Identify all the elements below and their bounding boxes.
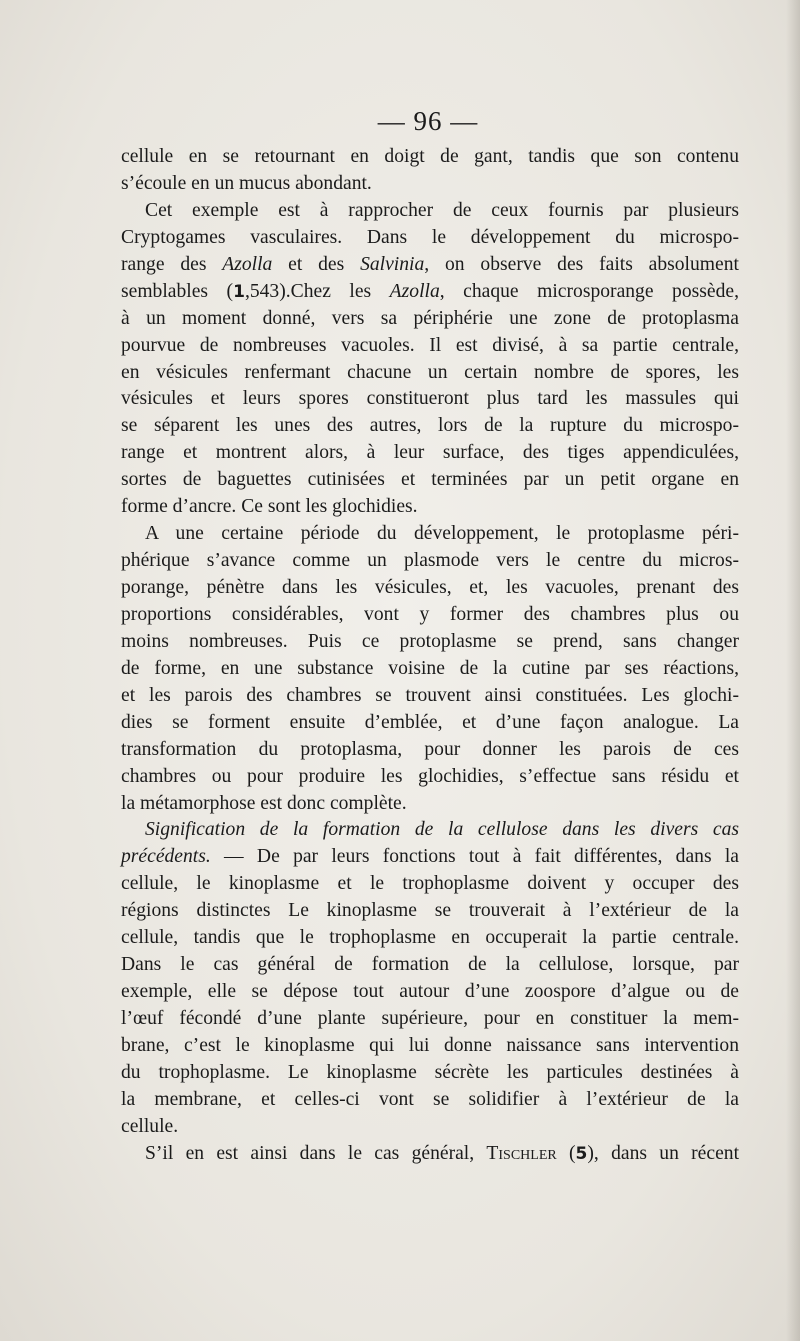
text-span: se séparent les unes des autres, lors de la rupture du microspo- bbox=[121, 415, 739, 437]
text-line bbox=[121, 360, 739, 387]
text-line bbox=[121, 1114, 739, 1141]
text-span: cellule, le kinoplasme et le trophoplasme doivent y occuper des bbox=[121, 873, 739, 895]
text-span: à un moment donné, vers sa périphérie une zone de protoplasma bbox=[121, 307, 739, 329]
text-span: régions distinctes Le kinoplasme se trouverait à l’extérieur de la bbox=[121, 900, 739, 922]
text-span: cellule, tandis que le trophoplasme en occuperait la partie centrale. bbox=[121, 927, 739, 949]
text-line bbox=[121, 1087, 739, 1114]
text-span: et des bbox=[272, 253, 361, 275]
text-line bbox=[121, 925, 739, 952]
text-span: Dans le cas général de formation de la cellulose, lorsque, par bbox=[121, 954, 739, 976]
text-span: Cryptogames vasculaires. Dans le développement du microspo- bbox=[121, 226, 739, 248]
bold-reference: 5 bbox=[575, 1143, 588, 1164]
page-number: — 96 — bbox=[377, 106, 479, 136]
text-span: et les parois des chambres se trouvent ainsi constituées. Les glochi- bbox=[121, 684, 739, 706]
text-line bbox=[121, 979, 739, 1006]
text-span: — De par leurs fonctions tout à fait différentes, dans la bbox=[210, 846, 739, 868]
text-span: cellule en se retournant en doigt de gant, tandis que son contenu bbox=[121, 146, 739, 167]
text-line bbox=[121, 952, 739, 979]
text-span: ,543).Chez les bbox=[244, 280, 390, 302]
text-span: de forme, en une substance voisine de la cutine par ses réactions, bbox=[121, 657, 739, 679]
bold-reference: 1 bbox=[233, 281, 245, 302]
text-span: pourvue de nombreuses vacuoles. Il est divisé, à sa partie centrale, bbox=[121, 334, 739, 356]
text-line bbox=[121, 252, 739, 279]
text-line bbox=[121, 656, 739, 683]
text-line bbox=[121, 144, 739, 171]
text-span: transformation du protoplasma, pour donner les parois de ces bbox=[121, 738, 739, 760]
text-span: brane, c’est le kinoplasme qui lui donne naissance sans intervention bbox=[121, 1034, 739, 1056]
text-span: l’œuf fécondé d’une plante supérieure, pour en constituer la mem- bbox=[121, 1008, 739, 1029]
text-span: sortes de baguettes cutinisées et terminées par un petit organe en bbox=[121, 469, 739, 491]
text-line bbox=[121, 1033, 739, 1060]
page-edge-shadow bbox=[786, 0, 800, 1341]
text-line bbox=[121, 575, 739, 602]
text-span: , chaque microsporange possède, bbox=[439, 280, 739, 302]
text-line bbox=[121, 279, 739, 306]
text-line bbox=[121, 791, 739, 818]
text-span: du trophoplasme. Le kinoplasme sécrète les particules destinées à bbox=[121, 1061, 739, 1083]
text-line bbox=[121, 898, 739, 925]
text-span: en vésicules renfermant chacune un certain nombre de spores, les bbox=[121, 361, 739, 383]
text-span: forme d’ancre. Ce sont les glochidies. bbox=[121, 496, 418, 518]
text-span: proportions considérables, vont y former des chambres plus ou bbox=[121, 603, 739, 625]
text-span: ), dans un récent bbox=[587, 1142, 740, 1164]
text-span: range et montrent alors, à leur surface, des tiges appendiculées, bbox=[121, 442, 739, 464]
text-line bbox=[121, 817, 739, 844]
italic-span: Salvinia bbox=[360, 253, 425, 275]
text-line bbox=[121, 225, 739, 252]
text-line bbox=[121, 710, 739, 737]
text-line bbox=[121, 844, 739, 871]
text-line bbox=[121, 171, 739, 198]
italic-span: Azolla bbox=[389, 280, 440, 302]
text-line bbox=[121, 198, 739, 225]
text-line bbox=[121, 629, 739, 656]
text-line bbox=[121, 494, 739, 521]
text-line bbox=[121, 1141, 739, 1168]
text-line bbox=[121, 737, 739, 764]
author-name: Tischler bbox=[486, 1142, 557, 1164]
text-span: semblables ( bbox=[121, 280, 234, 302]
text-line bbox=[121, 521, 739, 548]
text-span: la métamorphose est donc complète. bbox=[121, 792, 407, 814]
text-span: moins nombreuses. Puis ce protoplasme se prend, sans changer bbox=[121, 630, 739, 652]
italic-span: Signification de la formation de la cellulose dans les divers cas bbox=[145, 819, 739, 841]
text-span: s’écoule en un mucus abondant. bbox=[121, 172, 372, 194]
text-span: , on observe des faits absolument bbox=[424, 253, 739, 275]
text-span: vésicules et leurs spores constitueront plus tard les massules qui bbox=[121, 388, 739, 410]
italic-span: Azolla bbox=[222, 253, 273, 275]
text-line bbox=[121, 871, 739, 898]
text-span: Cet exemple est à rapprocher de ceux fournis par plusieurs bbox=[145, 199, 739, 221]
text-line bbox=[121, 602, 739, 629]
italic-span: précédents. bbox=[121, 846, 211, 868]
text-line bbox=[121, 764, 739, 791]
text-span: A une certaine période du développement, le protoplasme péri- bbox=[145, 523, 739, 545]
text-line bbox=[121, 1060, 739, 1087]
text-span: cellule. bbox=[121, 1115, 179, 1137]
text-span: exemple, elle se dépose tout autour d’une zoospore d’algue ou de bbox=[121, 981, 739, 1003]
body-text bbox=[121, 144, 739, 1168]
text-span: S’il en est ainsi dans le cas général, bbox=[145, 1142, 487, 1164]
text-line bbox=[121, 548, 739, 575]
text-line bbox=[121, 683, 739, 710]
text-line bbox=[121, 1006, 739, 1033]
text-line bbox=[121, 333, 739, 360]
text-span: dies se forment ensuite d’emblée, et d’une façon analogue. La bbox=[121, 711, 739, 733]
text-span: chambres ou pour produire les glochidies, s’effectue sans résidu et bbox=[121, 765, 739, 787]
text-line bbox=[121, 413, 739, 440]
text-span: ( bbox=[556, 1142, 576, 1164]
text-span: phérique s’avance comme un plasmode vers le centre du micros- bbox=[121, 550, 739, 572]
text-span: range des bbox=[121, 253, 223, 275]
text-line bbox=[121, 386, 739, 413]
text-span: porange, pénètre dans les vésicules, et, les vacuoles, prenant des bbox=[121, 577, 739, 598]
text-line bbox=[121, 440, 739, 467]
text-line bbox=[121, 467, 739, 494]
text-line bbox=[121, 306, 739, 333]
text-span: la membrane, et celles-ci vont se solidifier à l’extérieur de la bbox=[121, 1088, 739, 1110]
